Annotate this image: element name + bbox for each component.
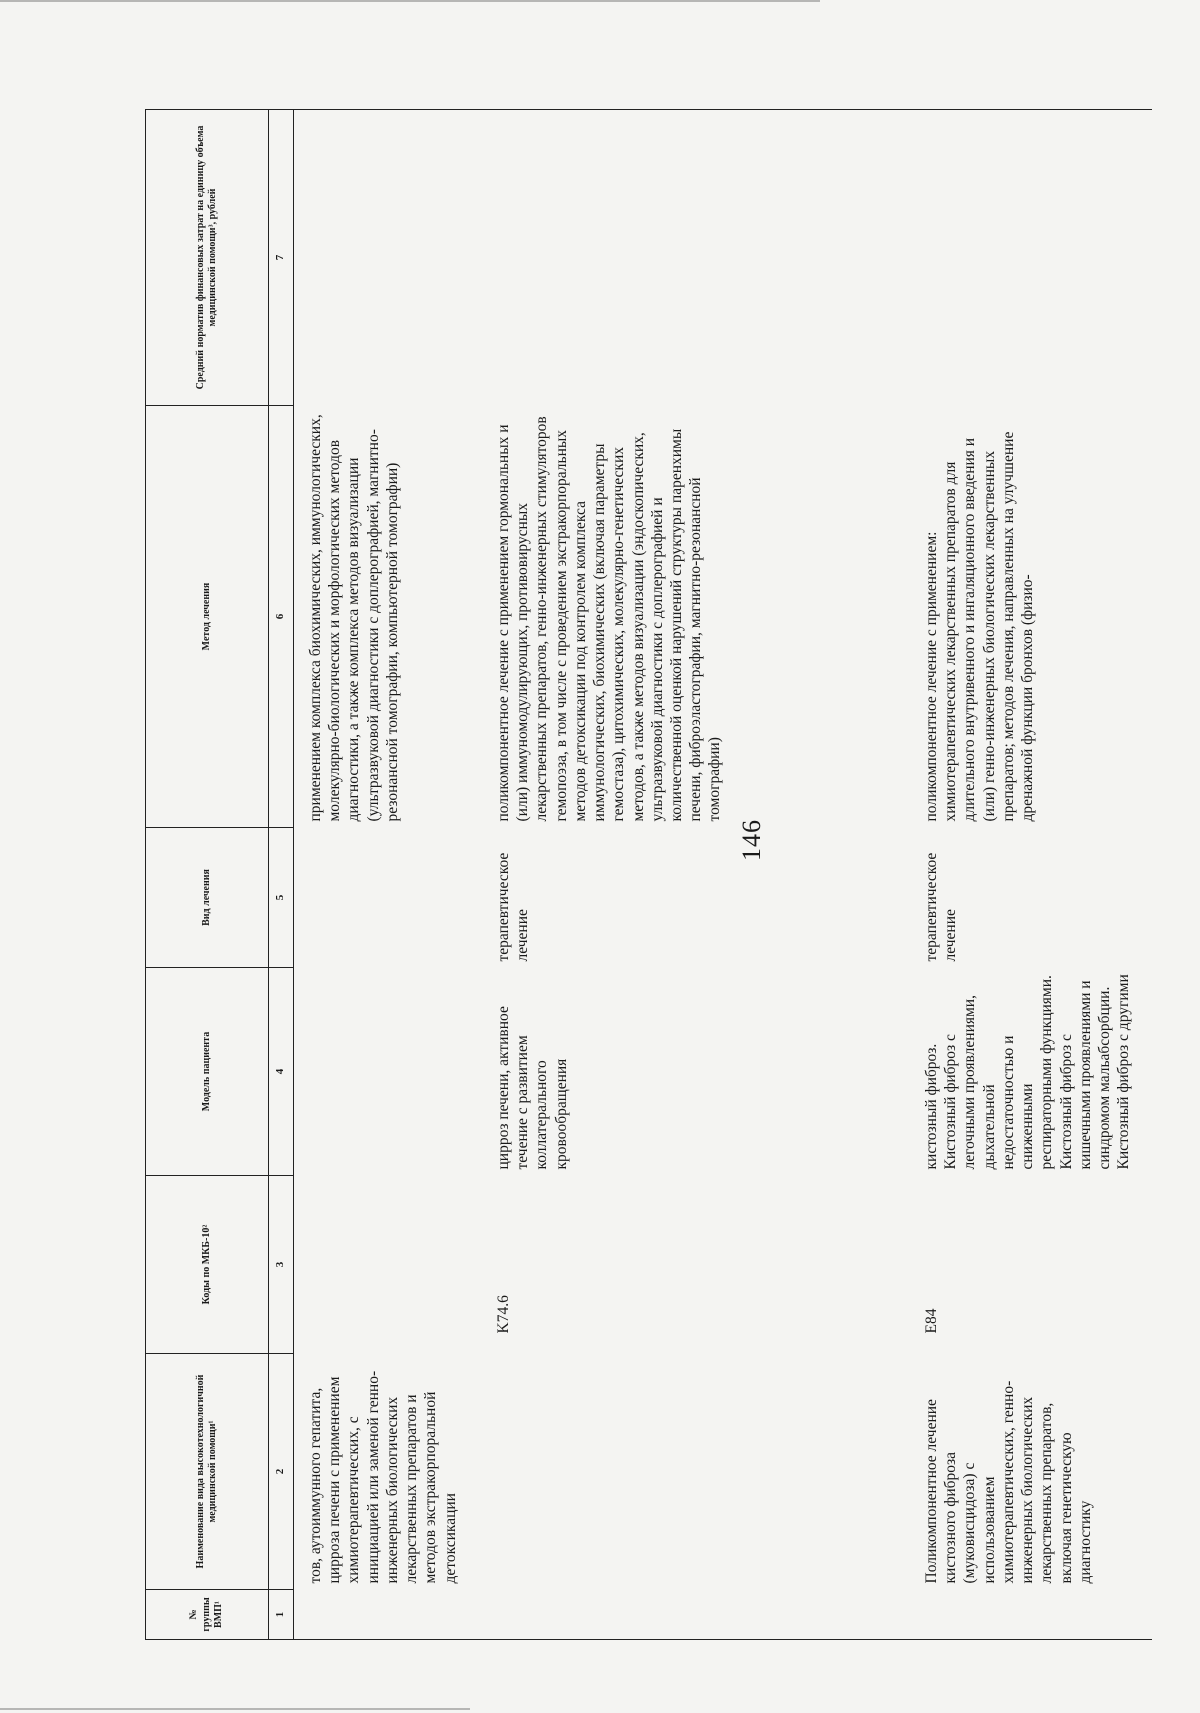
cell-treatment: терапевтическое лечение <box>923 852 960 962</box>
table-header-row <box>146 110 269 1640</box>
column-number: 5 <box>269 828 294 968</box>
column-number: 7 <box>269 110 294 406</box>
cell-method: применением комплекса биохимических, иммунологических, молекулярно-биологических и морфологических методов диагностики, а также комплекса методов визуализации (ультразвуковой диагностики с доплерографией, магнитно-резонансной томографии, компьютерной томографии) <box>307 414 401 822</box>
column-number-row <box>269 110 294 1640</box>
cell-method: поликомпонентное лечение с применением гормональных и (или) иммуномодулирующих, противовирусных лекарственных препаратов, генно-инженерных стимуляторов гемопоэза, в том числе с проведением экстракорпоральных методов детоксикации под контролем комплекса иммунологических, биохимических (включая параметры гемостаза), цитохимических, молекулярно-генетических методов, а также методов визуализации (эндоскопических, ультразвуковой диагностики с доплерографией и количественной оценкой нарушений структуры паренхимы печени, фиброэластографии, магнитно-резонансной томографии) <box>495 416 724 822</box>
cell-group <box>294 1590 493 1640</box>
header-cost-standard: Средний норматив финансовых затрат на единицу объема медицинской помощи³, рублей <box>146 110 269 406</box>
column-number: 4 <box>269 968 294 1176</box>
vmp-table <box>145 109 1152 1640</box>
cell-model <box>294 968 493 1176</box>
header-treatment-type: Вид лечения <box>146 828 269 968</box>
cell-code: K74.6 <box>495 1295 512 1334</box>
rotated-page-content <box>145 110 1177 1640</box>
cell-name: тов, аутоиммунного гепатита, цирроза печени с применением химиотерапевтических, с инициацией или заменой генно-инженерных биологических лекарственных препаратов и методов экстракорпоральной детоксикации <box>307 1370 459 1584</box>
page-number: 146 <box>737 819 766 861</box>
table-row <box>492 110 912 1640</box>
header-vmp-name: Наименование вида высокотехнологичной медицинской помощи¹ <box>146 1354 269 1590</box>
header-icd-codes: Коды по МКБ-10² <box>146 1176 269 1354</box>
table-row <box>912 110 1152 1640</box>
cell-group <box>492 1590 912 1640</box>
cell-code <box>294 1176 493 1354</box>
column-number: 2 <box>269 1354 294 1590</box>
scan-edge-bottom <box>0 1708 470 1710</box>
column-number: 6 <box>269 406 294 828</box>
scan-edge-top <box>0 0 820 2</box>
cell-model: цирроз печени, активное течение с развитием коллатерального кровообращения <box>495 1006 570 1170</box>
cell-name: Поликомпонентное лечение кистозного фиброза (муковисцидоза) с использованием химиотерапевтических, генно-инженерных биологических лекарственных препаратов, включая генетическую диагностику <box>923 1380 1094 1584</box>
cell-model: кистозный фиброз. Кистозный фиброз с легочными проявлениями, дыхательной недостаточностью и сниженными респираторными функциями. Кистозный фиброз с кишечными проявлениями и синдромом мальабсорбции. Кистозный фиброз с другими <box>923 974 1133 1170</box>
cell-cost <box>912 110 1152 406</box>
cell-method: поликомпонентное лечение с применением: химиотерапевтических лекарственных препаратов для длительного внутривенного и ингаляционного введения и (или) генно-инженерных биологических лекарственных препаратов; методов лечения, направленных на улучшение дренажной функции бронхов (физио- <box>923 431 1037 822</box>
cell-name <box>492 1354 912 1590</box>
cell-cost <box>294 110 493 406</box>
cell-treatment: терапевтическое лечение <box>495 852 532 962</box>
header-group-number: № группы ВМП¹ <box>146 1590 269 1640</box>
cell-code: E84 <box>923 1308 940 1334</box>
cell-cost <box>492 110 912 406</box>
column-number: 3 <box>269 1176 294 1354</box>
column-number: 1 <box>269 1590 294 1640</box>
header-treatment-method: Метод лечения <box>146 406 269 828</box>
header-patient-model: Модель пациента <box>146 968 269 1176</box>
cell-treatment <box>294 828 493 968</box>
cell-group <box>912 1590 1152 1640</box>
table-row <box>294 110 493 1640</box>
